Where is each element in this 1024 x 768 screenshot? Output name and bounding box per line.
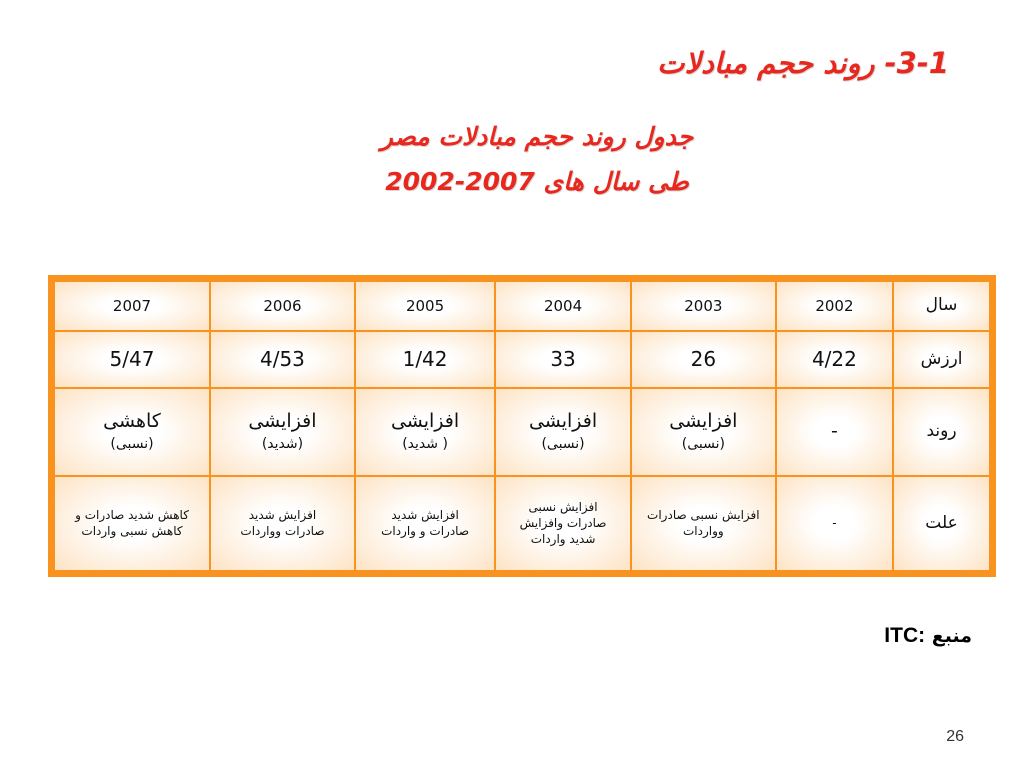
cause-cell xyxy=(55,477,209,570)
row-label-trend: روند xyxy=(894,389,989,475)
cause-line: شدید واردات xyxy=(530,532,596,547)
page-number: 26 xyxy=(946,728,964,745)
year-cell: 2002 xyxy=(777,282,892,330)
cause-line: - xyxy=(832,516,837,531)
cause-cell xyxy=(777,477,892,570)
trend-main: - xyxy=(830,419,838,442)
cause-line: افزایش شدید xyxy=(391,508,459,523)
cause-line: صادرات وافزایش xyxy=(519,516,607,531)
cause-line: کاهش نسبی واردات xyxy=(81,524,183,539)
trend-main: افزایشی xyxy=(248,410,317,433)
table-title-line1: جدول روند حجم مبادلات مصر xyxy=(380,122,694,151)
trend-note: (شدید) xyxy=(261,436,304,453)
cause-cell xyxy=(632,477,775,570)
trend-note: (نسبی) xyxy=(110,436,154,453)
row-label-cause: علت xyxy=(894,477,989,570)
value-cell: 33 xyxy=(496,332,630,387)
trend-note: (نسبی) xyxy=(541,436,585,453)
cause-line: وواردات xyxy=(682,524,724,539)
value-cell: 26 xyxy=(632,332,775,387)
trend-main: کاهشی xyxy=(103,410,161,433)
trend-cell xyxy=(496,389,630,475)
value-cell: 4/53 xyxy=(211,332,354,387)
source-note xyxy=(884,624,972,648)
data-table xyxy=(53,280,991,572)
cause-line: صادرات و واردات xyxy=(381,524,470,539)
cause-line: افزایش نسبی xyxy=(528,500,598,515)
source-label: منبع xyxy=(931,625,972,647)
cause-line: صادرات وواردات xyxy=(240,524,325,539)
value-row xyxy=(55,332,989,387)
cause-cell xyxy=(496,477,630,570)
trend-main: افزایشی xyxy=(390,410,460,433)
trend-main: افزایشی xyxy=(669,410,738,433)
cause-cell xyxy=(356,477,494,570)
source-value: ITC: xyxy=(884,624,926,647)
trend-main: افزایشی xyxy=(528,410,598,433)
cause-cell xyxy=(211,477,354,570)
trend-cell xyxy=(777,389,892,475)
trend-cell xyxy=(211,389,354,475)
trade-volume-table xyxy=(48,275,996,577)
year-row xyxy=(55,282,989,330)
year-cell: 2005 xyxy=(356,282,494,330)
trend-note: ( شدید) xyxy=(402,436,448,453)
year-cell: 2003 xyxy=(632,282,775,330)
value-cell: 1/42 xyxy=(356,332,494,387)
cause-line: افزایش شدید xyxy=(248,508,317,523)
table-title-line2: طی سال های 2007-2002 xyxy=(385,167,689,196)
slide-heading: 3-1- روند حجم مبادلات xyxy=(657,46,949,80)
trend-cell xyxy=(55,389,209,475)
value-cell: 5/47 xyxy=(55,332,209,387)
trend-cell xyxy=(632,389,775,475)
cause-line: افزایش نسبی صادرات xyxy=(647,508,760,523)
year-cell: 2007 xyxy=(55,282,209,330)
cause-row xyxy=(55,477,989,570)
trend-row xyxy=(55,389,989,475)
trend-note: (نسبی) xyxy=(681,436,725,453)
row-label-value: ارزش xyxy=(894,332,989,387)
trend-cell xyxy=(356,389,494,475)
year-cell: 2006 xyxy=(211,282,354,330)
row-label-year: سال xyxy=(894,282,989,330)
value-cell: 4/22 xyxy=(777,332,892,387)
year-cell: 2004 xyxy=(496,282,630,330)
cause-line: کاهش شدید صادرات و xyxy=(75,508,189,523)
